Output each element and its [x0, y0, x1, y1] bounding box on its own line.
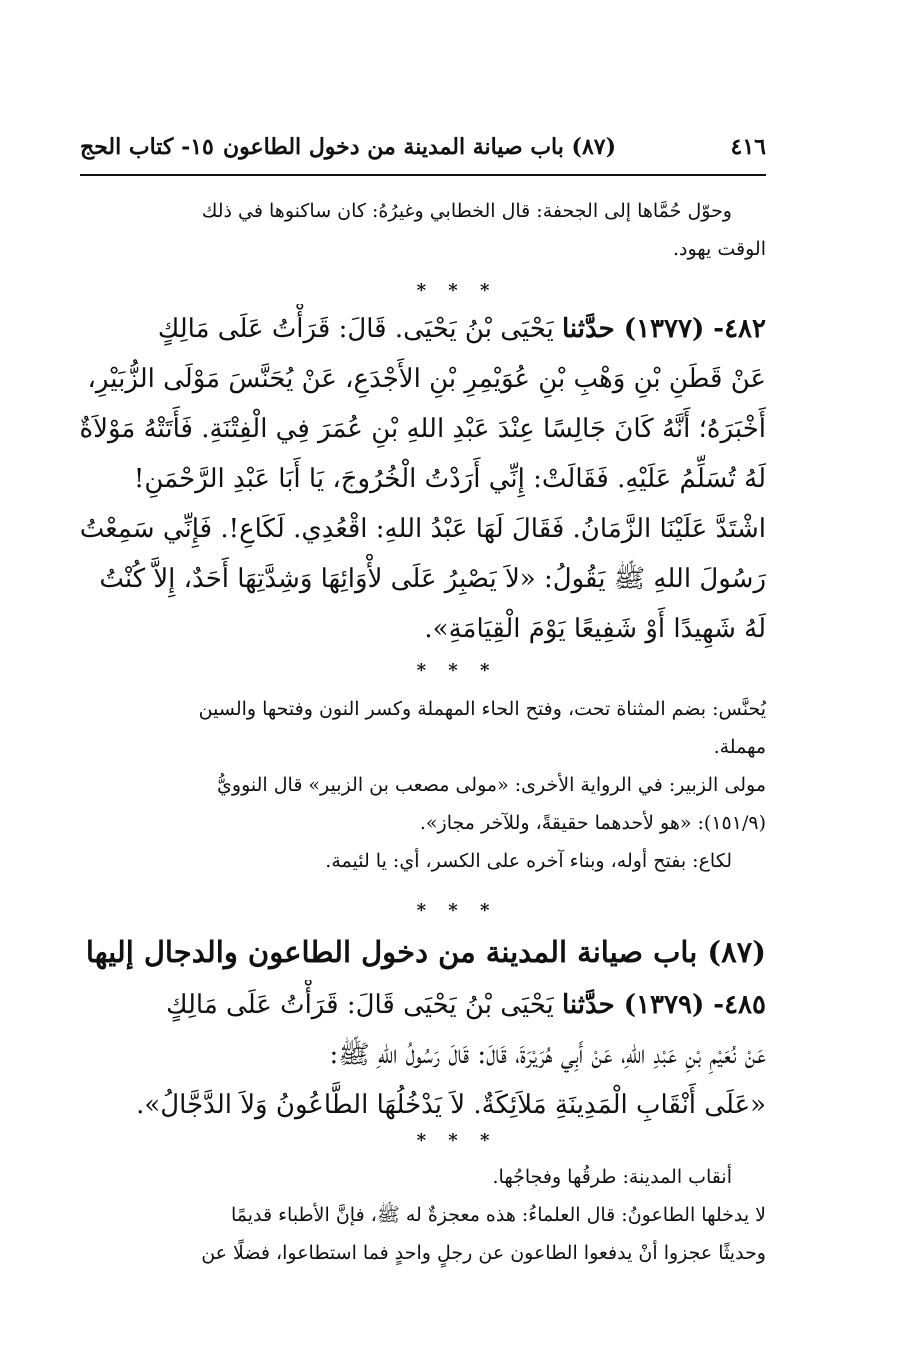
- note-line: أنقاب المدينة: طرقُها وفجاجُها.: [492, 1166, 732, 1188]
- text-line: عَنْ قَطَنِ بْنِ وَهْبِ بْنِ عُوَيْمِرِ بْنِ الأَجْدَعِ، عَنْ يُحَنَّسَ مَوْلَى الزُّبَيْرِ،: [87, 364, 766, 394]
- separator: * * *: [416, 660, 498, 681]
- text-line: لَهُ تُسَلِّمُ عَلَيْهِ. فَقَالَتْ: إِنِّي أَرَدْتُ الْخُرُوجَ، يَا أَبَا عَبْدِ الرَّحْمَنِ!: [133, 464, 766, 494]
- note-line: وحديثًا عجزوا أنْ يدفعوا الطاعون عن رجلٍ واحدٍ فما استطاعوا، فضلًا عن: [201, 1242, 766, 1264]
- running-header: [80, 130, 766, 176]
- notes-485: [80, 1158, 766, 1272]
- note-line: يُحنَّس: بضم المثناة تحت، وفتح الحاء المهملة وكسر النون وفتحها والسين: [198, 698, 766, 720]
- text-line: لَهُ شَهِيدًا أَوْ شَفِيعًا يَوْمَ الْقِيَامَةِ».: [424, 614, 766, 644]
- note-line: لكاع: بفتح أوله، وبناء آخره على الكسر، أي: يا لئيمة.: [325, 850, 732, 872]
- note-line: مولى الزبير: في الرواية الأخرى: «مولى مصعب بن الزبير» قال النوويُّ: [217, 774, 766, 796]
- hadith-text: يَحْيَى بْنُ يَحْيَى. قَالَ: قَرَأْتُ عَلَى مَالِكٍ: [157, 314, 562, 344]
- book-title: ١٥- كتاب الحج: [80, 134, 214, 160]
- page-number: ٤١٦: [730, 134, 766, 160]
- note-line: لا يدخلها الطاعونُ: قال العلماءُ: هذه معجزةٌ له ﷺ، فإنَّ الأطباء قديمًا: [230, 1204, 766, 1226]
- text-line: اشْتَدَّ عَلَيْنَا الزَّمَانُ. فَقَالَ لَهَا عَبْدُ اللهِ: اقْعُدِي. لَكَاعِ!. فَإِنِّي سَمِعْتُ: [80, 514, 766, 544]
- text-line: أَخْبَرَهُ؛ أَنَّهُ كَانَ جَالِسًا عِنْدَ عَبْدِ اللهِ بْنِ عُمَرَ فِي الْفِتْنَةِ. فَأَتَتْهُ مَوْلاَةٌ: [80, 414, 766, 444]
- hadith-number: ٤٨٥- (١٣٧٩) حدَّثنا: [562, 990, 766, 1020]
- chapter-title: (٨٧) باب صيانة المدينة من دخول الطاعون: [222, 134, 616, 160]
- separator: * * *: [416, 1130, 498, 1151]
- separator: * * *: [416, 280, 498, 301]
- intro-paragraph: [80, 192, 766, 268]
- heading-line: (٨٧) باب صيانة المدينة من دخول الطاعون والدجال إليها: [85, 935, 766, 969]
- text-line: «عَلَى أَنْقَابِ الْمَدِينَةِ مَلاَئِكَةٌ. لاَ يَدْخُلُهَا الطَّاعُونُ وَلاَ الدَّجَّالُ».: [136, 1090, 766, 1120]
- text-line: وحوّل حُمَّاها إلى الجحفة: قال الخطابي وغيرُهُ: كان ساكنوها في ذلك: [201, 200, 732, 222]
- hadith-number: ٤٨٢- (١٣٧٧) حدَّثنا: [562, 314, 766, 344]
- chapter-heading: [80, 930, 766, 974]
- text-line: عَنْ نُعَيْمِ بْنِ عَبْدِ اللهِ، عَنْ أَبِي هُرَيْرَةَ، قَالَ: قَالَ رَسُولُ اللهِ ﷺ:: [329, 1040, 766, 1070]
- hadith-482: [80, 304, 766, 654]
- note-line: مهملة.: [713, 736, 766, 758]
- notes-482: [80, 690, 766, 880]
- text-line: [80, 304, 766, 354]
- text-line: [80, 980, 766, 1030]
- separator: * * *: [416, 900, 498, 921]
- hadith-text: يَحْيَى بْنُ يَحْيَى قَالَ: قَرَأْتُ عَلَى مَالِكٍ: [166, 990, 562, 1020]
- note-line: (١٥١/٩): «هو لأحدهما حقيقةً، وللآخر مجاز».: [419, 812, 766, 834]
- text-line: رَسُولَ اللهِ ﷺ يَقُولُ: «لاَ يَصْبِرُ عَلَى لأْوَائِهَا وَشِدَّتِهَا أَحَدٌ، إِلاَّ كُنْتُ: [99, 564, 766, 594]
- text-line: الوقت يهود.: [672, 238, 766, 260]
- hadith-485: [80, 980, 766, 1130]
